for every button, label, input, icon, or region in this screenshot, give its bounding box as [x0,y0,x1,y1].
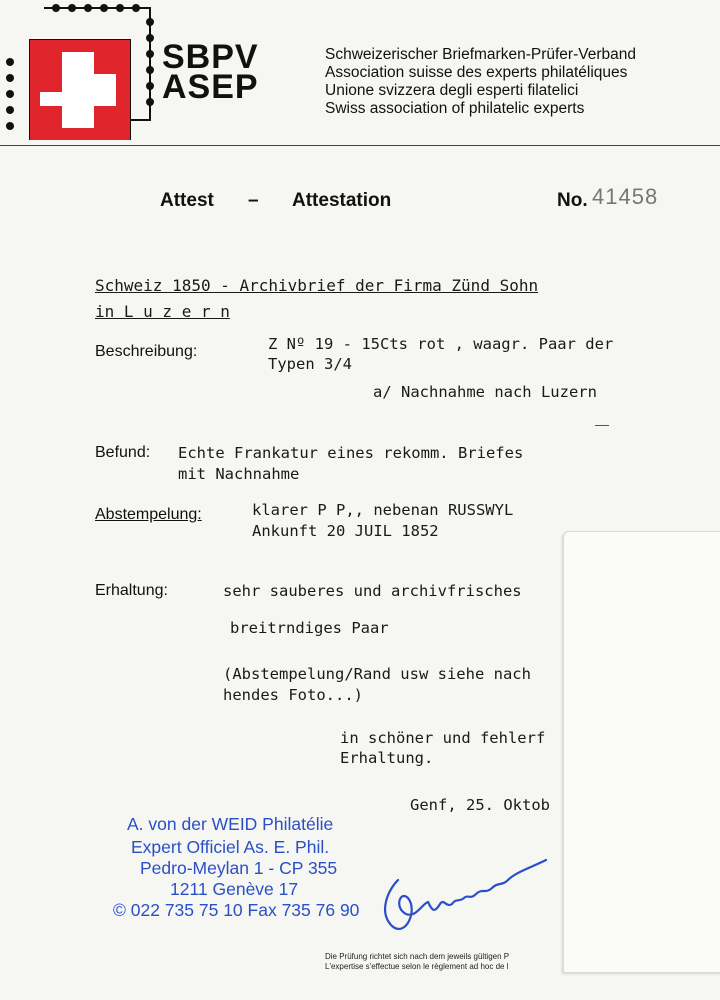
attached-photo-overlay [563,531,720,973]
label-beschreibung: Beschreibung: [95,343,198,360]
abstempelung-line-2: Ankunft 20 JUIL 1852 [252,522,439,540]
beschreibung-line-2: Typen 3/4 [268,355,352,373]
beschreibung-line-3: a/ Nachnahme nach Luzern [373,383,597,401]
footer-line-2: L'expertise s'effectue selon le règlement ad hoc de l [325,962,509,971]
signature [370,850,570,940]
label-befund: Befund: [95,444,151,461]
handwritten-signature-icon [370,850,570,940]
befund-line-2: mit Nachnahme [178,465,300,483]
certificate-number: 41458 [592,184,659,209]
association-name-fr: Association suisse des experts philatéliques [325,64,628,81]
footer-line-1: Die Prüfung richtet sich nach dem jeweils gültigen P [325,952,510,961]
stray-mark [595,425,609,426]
expert-stamp-line-1: A. von der WEID Philatélie [127,814,334,834]
swiss-cross-stamp-icon [0,0,160,140]
certificate-no-label: No. [557,190,588,211]
expert-stamp-line-4: 1211 Genève 17 [170,879,299,899]
title-attest: Attest [160,190,214,211]
erhaltung-line-1: sehr sauberes und archivfrisches [223,582,522,600]
brand-asep: ASEP [162,68,259,106]
title-dash: – [248,190,259,211]
erhaltung-line-3: (Abstempelung/Rand usw siehe nach [223,665,531,683]
beschreibung-line-1: Z Nº 19 - 15Cts rot , waagr. Paar der [268,335,614,353]
sbpv-logo [0,0,160,140]
subject-line-1: Schweiz 1850 - Archivbrief der Firma Zünd Sohn [95,276,539,295]
abstempelung-line-1: klarer P P,, nebenan RUSSWYL [252,501,514,519]
association-name-it: Unione svizzera degli esperti filatelici [325,82,579,99]
association-name-en: Swiss association of philatelic experts [325,100,585,117]
erhaltung-line-6: Erhaltung. [340,749,434,767]
label-erhaltung: Erhaltung: [95,582,168,599]
subject-line-2: in L u z e r n [95,302,230,321]
place-date: Genf, 25. Oktob [410,796,550,814]
expert-stamp-line-2: Expert Officiel As. E. Phil. [131,837,330,857]
erhaltung-line-2: breitrndiges Paar [230,619,389,637]
header-divider [0,145,720,146]
title-attestation: Attestation [292,190,392,211]
association-name-de: Schweizerischer Briefmarken-Prüfer-Verband [325,46,636,63]
befund-line-1: Echte Frankatur eines rekomm. Briefes [178,444,524,462]
label-abstempelung: Abstempelung: [95,506,202,523]
expert-stamp-line-5: © 022 735 75 10 Fax 735 76 90 [113,900,360,920]
erhaltung-line-4: hendes Foto...) [223,686,363,704]
erhaltung-line-5: in schöner und fehlerf [340,729,546,747]
brand-sbpv: SBPV [162,38,259,76]
expert-stamp-line-3: Pedro-Meylan 1 - CP 355 [140,858,338,878]
